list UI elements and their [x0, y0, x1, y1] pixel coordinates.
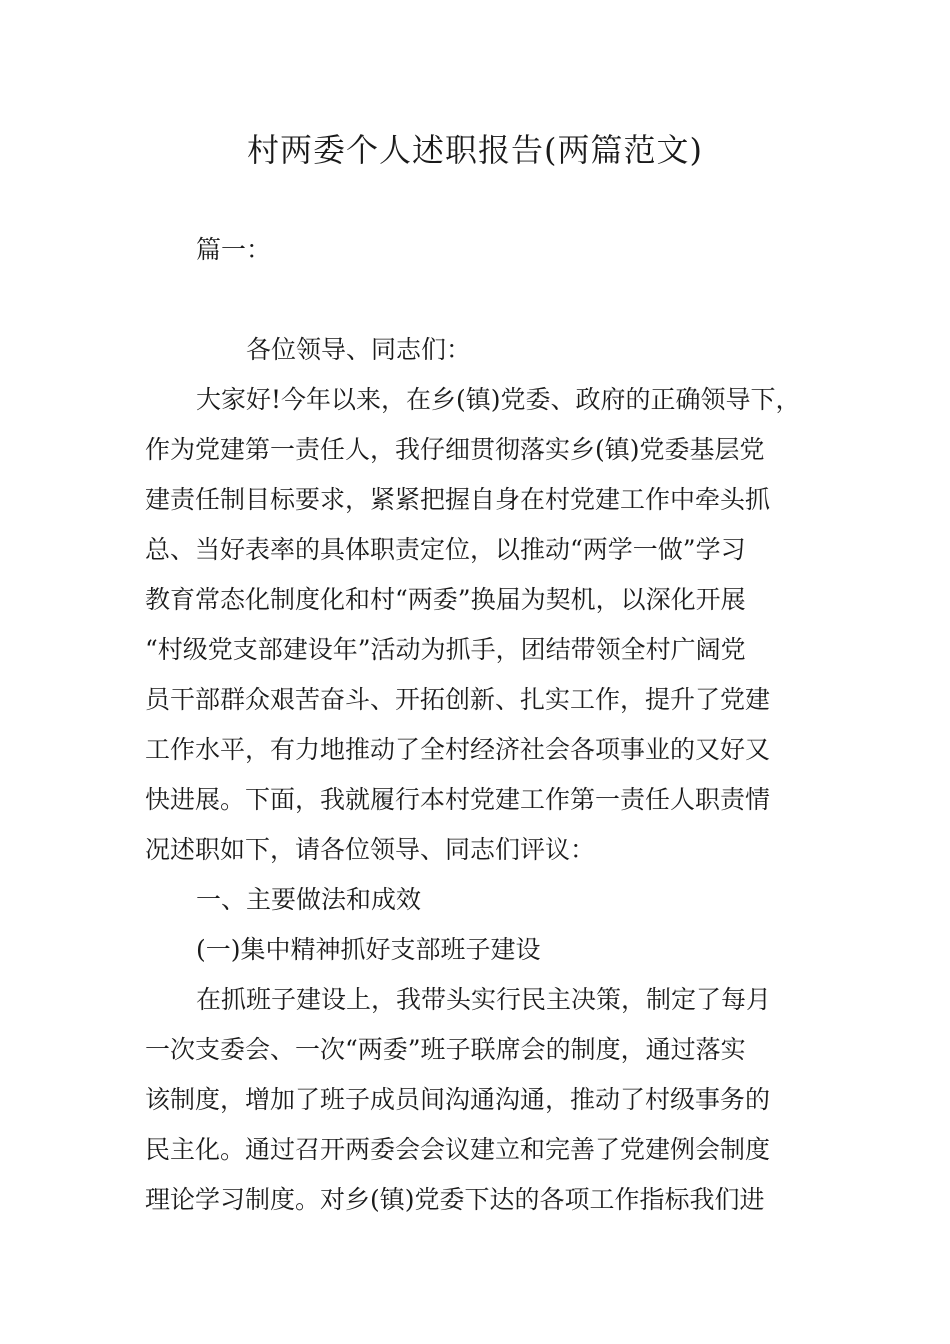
paragraph-line: “村级党支部建设年”活动为抓手，团结带领全村广阔党 [145, 635, 746, 664]
paragraph-line: 况述职如下，请各位领导、同志们评议： [145, 835, 596, 864]
paragraph-line: 理论学习制度。对乡(镇)党委下达的各项工作指标我们进 [145, 1185, 765, 1214]
section-label: 篇一： [196, 235, 272, 264]
paragraph-line: 工作水平，有力地推动了全村经济社会各项事业的又好又 [145, 735, 771, 764]
section-heading: 一、主要做法和成效 [196, 885, 422, 914]
document-title: 村两委个人述职报告(两篇范文) [247, 131, 703, 169]
paragraph-line: 总、当好表率的具体职责定位，以推动“两学一做”学习 [145, 535, 746, 564]
paragraph-line: 作为党建第一责任人，我仔细贯彻落实乡(镇)党委基层党 [145, 435, 765, 464]
paragraph-line: 教育常态化制度化和村“两委”换届为契机，以深化开展 [145, 585, 746, 614]
paragraph-line: 在抓班子建设上，我带头实行民主决策，制定了每月 [196, 985, 772, 1014]
paragraph-line: 一次支委会、一次“两委”班子联席会的制度，通过落实 [145, 1035, 746, 1064]
paragraph-line: 建责任制目标要求，紧紧把握自身在村党建工作中牵头抓 [145, 485, 771, 514]
subsection-heading: (一)集中精神抓好支部班子建设 [196, 935, 541, 964]
paragraph-line: 快进展。下面，我就履行本村党建工作第一责任人职责情 [145, 785, 771, 814]
paragraph-line: 大家好!今年以来，在乡(镇)党委、政府的正确领导下， [196, 385, 801, 414]
paragraph-line: 民主化。通过召开两委会会议建立和完善了党建例会制度 [145, 1135, 771, 1164]
paragraph-line: 员干部群众艰苦奋斗、开拓创新、扎实工作，提升了党建 [145, 685, 771, 714]
salutation: 各位领导、同志们： [246, 335, 472, 364]
paragraph-line: 该制度，增加了班子成员间沟通沟通，推动了村级事务的 [145, 1085, 771, 1114]
